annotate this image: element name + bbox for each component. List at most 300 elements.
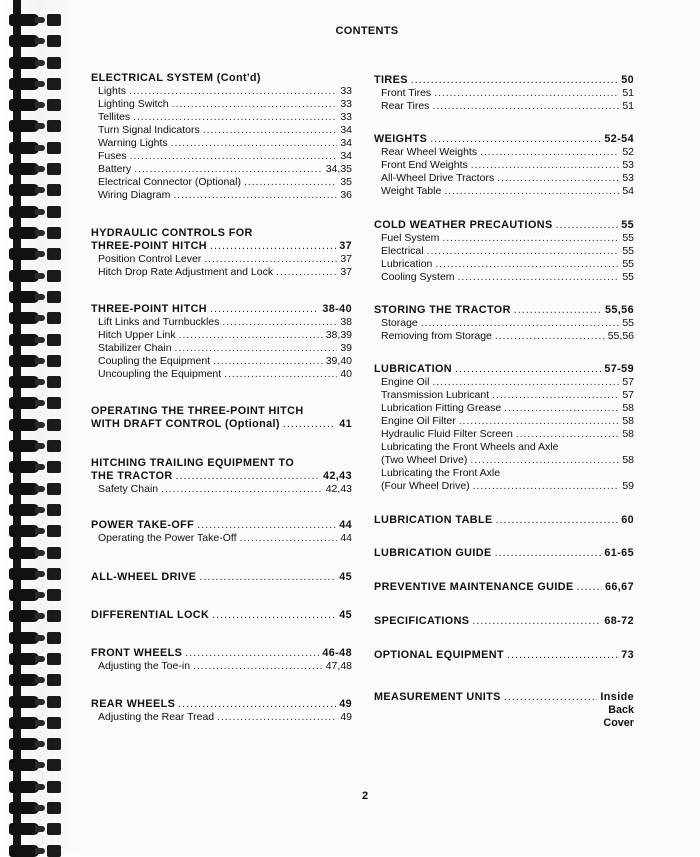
toc-entry-page: 42,43	[325, 483, 352, 495]
toc-heading-label: HITCHING TRAILING EQUIPMENT TO	[91, 457, 295, 469]
toc-entry-label: (Four Wheel Drive)	[381, 480, 470, 492]
binding-ring	[9, 823, 65, 835]
toc-entry-label: Removing from Storage	[381, 330, 492, 342]
toc-heading-label: HYDRAULIC CONTROLS FOR	[91, 227, 253, 239]
leader-dots	[244, 176, 337, 189]
toc-entry-label: Lift Links and Turnbuckles	[98, 316, 220, 328]
toc-entry-page: 34	[340, 137, 352, 149]
binding-ring	[9, 184, 65, 196]
toc-heading-page: 57-59	[604, 363, 634, 375]
binding-ring	[9, 355, 65, 367]
leader-dots	[470, 454, 619, 467]
toc-heading	[374, 74, 634, 87]
toc-entry	[374, 185, 634, 198]
leader-dots	[134, 163, 322, 176]
toc-entry	[91, 150, 352, 163]
toc-heading	[374, 514, 634, 527]
toc-entry	[91, 532, 352, 545]
toc-section	[374, 547, 634, 560]
toc-entry-label: Lubrication	[381, 258, 433, 270]
toc-entry-label: Warning Lights	[98, 137, 168, 149]
leader-dots	[434, 87, 619, 100]
leader-dots	[435, 258, 619, 271]
leader-dots	[217, 711, 337, 724]
toc-heading-label: SPECIFICATIONS	[374, 615, 470, 627]
toc-section	[374, 74, 634, 113]
toc-heading	[91, 571, 352, 584]
toc-heading-page: 61-65	[604, 547, 634, 559]
binding-ring	[9, 227, 65, 239]
toc-heading-label: THE TRACTOR	[91, 470, 173, 482]
toc-entry	[91, 711, 352, 724]
binding-ring	[9, 568, 65, 580]
toc-entry	[91, 111, 352, 124]
leader-dots	[480, 146, 619, 159]
toc-heading-label: LUBRICATION	[374, 363, 452, 375]
toc-entry	[91, 355, 352, 368]
page-title: CONTENTS	[335, 25, 399, 37]
toc-heading-page: 50	[621, 74, 634, 86]
binding-ring	[9, 120, 65, 132]
toc-section	[374, 649, 634, 662]
toc-entry	[91, 98, 352, 111]
toc-entry	[91, 253, 352, 266]
toc-heading-page: 46-48	[322, 647, 352, 659]
toc-entry	[374, 245, 634, 258]
toc-heading	[91, 609, 352, 622]
toc-heading-page: 38-40	[322, 303, 352, 315]
toc-heading-page: 42,43	[322, 470, 352, 482]
leader-dots	[171, 137, 338, 150]
leader-dots	[577, 581, 602, 594]
toc-entry-label: Rear Wheel Weights	[381, 146, 478, 158]
toc-heading-page: 52-54	[604, 133, 634, 145]
toc-heading-page-extra: Cover	[603, 717, 634, 729]
toc-entry-page: 37	[340, 253, 352, 265]
leader-dots	[472, 615, 601, 628]
leader-dots	[442, 232, 619, 245]
toc-heading-page: 37	[339, 240, 352, 252]
toc-heading	[91, 698, 352, 711]
toc-entry-label: Adjusting the Toe-in	[98, 660, 191, 672]
leader-dots	[496, 514, 619, 527]
toc-heading	[91, 405, 352, 418]
leader-dots	[495, 547, 602, 560]
toc-heading-label: TIRES	[374, 74, 408, 86]
leader-dots	[507, 649, 618, 662]
toc-entry	[374, 454, 634, 467]
toc-section	[91, 457, 352, 496]
toc-entry	[91, 124, 352, 137]
leader-dots	[504, 691, 598, 704]
binding-ring	[9, 674, 65, 686]
toc-entry-page: 39	[340, 342, 352, 354]
binding-ring	[9, 57, 65, 69]
leader-dots	[421, 317, 620, 330]
toc-entry-page: 57	[622, 376, 634, 388]
toc-entry-label: Coupling the Equipment	[98, 355, 211, 367]
toc-entry-label: Electrical Connector (Optional)	[98, 176, 241, 188]
binding-ring	[9, 845, 65, 857]
toc-entry-label: Lubrication Fitting Grease	[381, 402, 502, 414]
toc-heading-label: LUBRICATION TABLE	[374, 514, 493, 526]
leader-dots	[495, 330, 605, 343]
toc-heading-page: 73	[621, 649, 634, 661]
toc-entry	[374, 100, 634, 113]
toc-entry-page: 51	[622, 87, 634, 99]
binding-ring	[9, 504, 65, 516]
leader-dots	[455, 363, 601, 376]
toc-heading-page: 55,56	[604, 304, 634, 316]
leader-dots	[212, 609, 336, 622]
toc-entry-page: 55	[622, 258, 634, 270]
leader-dots	[411, 74, 618, 87]
toc-entry-page: 58	[622, 454, 634, 466]
toc-heading	[91, 418, 352, 431]
toc-entry-label: Rear Tires	[381, 100, 430, 112]
toc-entry-label: Operating the Power Take-Off	[98, 532, 237, 544]
leader-dots	[556, 219, 619, 232]
toc-heading-page: Inside	[600, 691, 634, 703]
toc-section	[91, 519, 352, 545]
binding-ring	[9, 163, 65, 175]
toc-section	[374, 304, 634, 343]
toc-entry-page: 53	[622, 172, 634, 184]
binding-ring	[9, 99, 65, 111]
toc-entry-label: Fuses	[98, 150, 127, 162]
toc-entry-page: 58	[622, 415, 634, 427]
toc-entry-label: Weight Table	[381, 185, 442, 197]
binding-ring	[9, 291, 65, 303]
toc-heading	[374, 304, 634, 317]
toc-section	[374, 219, 634, 284]
toc-section	[374, 691, 634, 730]
leader-dots	[458, 271, 620, 284]
toc-entry-label: Wiring Diagram	[98, 189, 171, 201]
toc-entry	[374, 232, 634, 245]
toc-entry	[91, 85, 352, 98]
toc-entry-label: Fuel System	[381, 232, 440, 244]
toc-heading-page: 55	[621, 219, 634, 231]
leader-dots	[176, 470, 320, 483]
toc-heading	[91, 72, 352, 85]
toc-entry	[91, 329, 352, 342]
binding-ring	[9, 610, 65, 622]
toc-heading	[91, 519, 352, 532]
toc-heading-page: 45	[339, 609, 352, 621]
binding-ring	[9, 547, 65, 559]
toc-entry-label: Turn Signal Indicators	[98, 124, 200, 136]
toc-section	[91, 303, 352, 381]
toc-entry-label: Lighting Switch	[98, 98, 169, 110]
toc-entry-label: Lubricating the Front Wheels and Axle	[381, 441, 559, 453]
toc-entry-label: Hitch Drop Rate Adjustment and Lock	[98, 266, 274, 278]
binding-ring	[9, 376, 65, 388]
toc-entry-page: 34,35	[325, 163, 352, 175]
toc-entry-page: 33	[340, 98, 352, 110]
toc-section	[91, 609, 352, 622]
toc-entry-label: Hydraulic Fluid Filter Screen	[381, 428, 513, 440]
leader-dots	[161, 483, 323, 496]
toc-entry	[374, 330, 634, 343]
toc-heading	[374, 615, 634, 628]
toc-entry-page: 52	[622, 146, 634, 158]
toc-entry-label: Cooling System	[381, 271, 455, 283]
leader-dots	[222, 316, 337, 329]
toc-heading	[374, 581, 634, 594]
toc-entry	[91, 342, 352, 355]
toc-heading-page: 49	[339, 698, 352, 710]
binding-ring	[9, 142, 65, 154]
binding-ring	[9, 397, 65, 409]
binding-ring	[9, 483, 65, 495]
toc-section	[91, 647, 352, 673]
leader-dots	[459, 415, 620, 428]
toc-entry-label: Storage	[381, 317, 418, 329]
toc-section	[91, 72, 352, 202]
toc-heading-label: MEASUREMENT UNITS	[374, 691, 501, 703]
toc-entry	[374, 415, 634, 428]
toc-entry	[91, 176, 352, 189]
leader-dots	[133, 111, 337, 124]
toc-entry-page: 55,56	[607, 330, 634, 342]
toc-heading-page-extra: Back	[608, 704, 634, 716]
toc-entry-label: Lights	[98, 85, 127, 97]
toc-entry	[91, 368, 352, 381]
toc-heading	[91, 240, 352, 253]
toc-entry	[374, 376, 634, 389]
toc-entry-label: Front End Weights	[381, 159, 468, 171]
toc-entry-page: 33	[340, 85, 352, 97]
toc-section	[91, 227, 352, 279]
toc-entry-label: Engine Oil	[381, 376, 430, 388]
toc-entry-label: Hitch Upper Link	[98, 329, 176, 341]
toc-entry-page: 37	[340, 266, 352, 278]
toc-entry-label: Tellites	[98, 111, 131, 123]
leader-dots	[172, 98, 338, 111]
toc-entry	[374, 428, 634, 441]
toc-heading	[91, 470, 352, 483]
toc-entry	[374, 402, 634, 415]
toc-entry-page: 38,39	[325, 329, 352, 341]
leader-dots	[130, 150, 338, 163]
toc-section	[91, 698, 352, 724]
leader-dots	[514, 304, 602, 317]
toc-entry-page: 40	[340, 368, 352, 380]
toc-heading-label: OPERATING THE THREE-POINT HITCH	[91, 405, 304, 417]
leader-dots	[199, 571, 336, 584]
toc-section	[374, 514, 634, 527]
binding-ring	[9, 696, 65, 708]
binding-ring	[9, 270, 65, 282]
binding-ring	[9, 738, 65, 750]
toc-entry-page: 57	[622, 389, 634, 401]
binding-ring	[9, 717, 65, 729]
toc-entry	[374, 258, 634, 271]
toc-heading	[374, 649, 634, 662]
binding-ring	[9, 589, 65, 601]
toc-entry-page: 55	[622, 245, 634, 257]
toc-heading	[91, 227, 352, 240]
toc-heading-page: 41	[339, 418, 352, 430]
binding-ring	[9, 78, 65, 90]
toc-entry-page: 34	[340, 124, 352, 136]
leader-dots	[175, 342, 338, 355]
leader-dots	[504, 402, 619, 415]
toc-heading	[374, 363, 634, 376]
toc-entry-page: 34	[340, 150, 352, 162]
toc-heading	[374, 547, 634, 560]
toc-entry-label: Front Tires	[381, 87, 432, 99]
toc-entry-label: Uncoupling the Equipment	[98, 368, 222, 380]
toc-entry-label: Lubricating the Front Axle	[381, 467, 501, 479]
toc-entry-page: 35	[340, 176, 352, 188]
toc-entry	[91, 137, 352, 150]
leader-dots	[430, 133, 601, 146]
toc-heading-label: THREE-POINT HITCH	[91, 303, 207, 315]
toc-section	[374, 581, 634, 594]
spiral-binding	[0, 0, 78, 854]
toc-entry-page: 54	[622, 185, 634, 197]
toc-entry-page: 44	[340, 532, 352, 544]
toc-heading-page: 68-72	[604, 615, 634, 627]
leader-dots	[193, 660, 323, 673]
toc-entry	[91, 660, 352, 673]
toc-section	[374, 363, 634, 493]
toc-entry-label: Transmission Lubricant	[381, 389, 490, 401]
toc-section	[374, 133, 634, 198]
toc-heading-label: POWER TAKE-OFF	[91, 519, 195, 531]
toc-heading-label: ELECTRICAL SYSTEM (Cont'd)	[91, 72, 261, 84]
leader-dots	[210, 240, 336, 253]
binding-ring	[9, 632, 65, 644]
binding-ring	[9, 312, 65, 324]
toc-heading-label: PREVENTIVE MAINTENANCE GUIDE	[374, 581, 574, 593]
toc-heading-label: OPTIONAL EQUIPMENT	[374, 649, 504, 661]
leader-dots	[276, 266, 337, 279]
leader-dots	[210, 303, 319, 316]
toc-entry-page: 38	[340, 316, 352, 328]
page-number: 2	[361, 790, 369, 802]
toc-heading	[374, 219, 634, 232]
toc-entry-label: (Two Wheel Drive)	[381, 454, 468, 466]
binding-ring	[9, 206, 65, 218]
leader-dots	[179, 329, 323, 342]
toc-heading	[91, 647, 352, 660]
toc-heading-label: COLD WEATHER PRECAUTIONS	[374, 219, 553, 231]
toc-entry-label: Adjusting the Rear Tread	[98, 711, 215, 723]
toc-heading	[91, 303, 352, 316]
leader-dots	[197, 519, 336, 532]
leader-dots	[427, 245, 620, 258]
leader-dots	[432, 100, 619, 113]
leader-dots	[473, 480, 620, 493]
toc-entry	[91, 316, 352, 329]
binding-ring	[9, 461, 65, 473]
toc-entry-page: 55	[622, 232, 634, 244]
toc-entry-page: 53	[622, 159, 634, 171]
toc-entry-label: Engine Oil Filter	[381, 415, 456, 427]
toc-heading-page: 60	[621, 514, 634, 526]
toc-entry	[91, 266, 352, 279]
toc-entry-label: Battery	[98, 163, 132, 175]
toc-entry-page: 58	[622, 402, 634, 414]
leader-dots	[492, 389, 619, 402]
leader-dots	[516, 428, 619, 441]
toc-entry	[91, 163, 352, 176]
toc-section	[374, 615, 634, 628]
toc-heading-label: ALL-WHEEL DRIVE	[91, 571, 197, 583]
toc-entry	[374, 317, 634, 330]
toc-entry-page: 49	[340, 711, 352, 723]
leader-dots	[283, 418, 336, 431]
leader-dots	[497, 172, 619, 185]
toc-heading	[374, 133, 634, 146]
toc-entry-label: All-Wheel Drive Tractors	[381, 172, 495, 184]
leader-dots	[178, 698, 336, 711]
leader-dots	[129, 85, 337, 98]
binding-ring	[9, 440, 65, 452]
leader-dots	[432, 376, 619, 389]
toc-entry	[374, 480, 634, 493]
toc-entry-page: 51	[622, 100, 634, 112]
binding-ring	[9, 759, 65, 771]
toc-heading-page: 66,67	[604, 581, 634, 593]
leader-dots	[173, 189, 337, 202]
toc-entry-label: Stabilizer Chain	[98, 342, 172, 354]
toc-entry	[91, 189, 352, 202]
toc-entry	[374, 87, 634, 100]
toc-entry	[374, 271, 634, 284]
binding-ring	[9, 419, 65, 431]
toc-entry	[374, 159, 634, 172]
toc-heading-label: STORING THE TRACTOR	[374, 304, 511, 316]
leader-dots	[471, 159, 620, 172]
leader-dots	[213, 355, 323, 368]
toc-entry	[374, 172, 634, 185]
binding-ring	[9, 802, 65, 814]
toc-entry	[374, 441, 634, 454]
toc-entry-page: 39,40	[325, 355, 352, 367]
leader-dots	[224, 368, 337, 381]
toc-entry-label: Position Control Lever	[98, 253, 202, 265]
toc-entry	[374, 467, 634, 480]
binding-ring	[9, 653, 65, 665]
toc-heading-label: WITH DRAFT CONTROL (Optional)	[91, 418, 280, 430]
toc-section	[91, 405, 352, 431]
toc-heading-label: REAR WHEELS	[91, 698, 176, 710]
toc-entry-page: 55	[622, 271, 634, 283]
toc-section	[91, 571, 352, 584]
toc-heading-label: LUBRICATION GUIDE	[374, 547, 492, 559]
leader-dots	[240, 532, 338, 545]
leader-dots	[203, 124, 338, 137]
toc-entry-page: 36	[340, 189, 352, 201]
binding-ring	[9, 248, 65, 260]
toc-heading-page: 44	[339, 519, 352, 531]
toc-heading	[91, 457, 352, 470]
toc-heading	[374, 691, 634, 704]
binding-ring	[9, 525, 65, 537]
toc-entry	[374, 146, 634, 159]
binding-ring	[9, 334, 65, 346]
toc-entry-page: 55	[622, 317, 634, 329]
leader-dots	[204, 253, 337, 266]
toc-entry-page: 59	[622, 480, 634, 492]
toc-entry-page: 33	[340, 111, 352, 123]
toc-entry	[374, 389, 634, 402]
toc-heading-page: 45	[339, 571, 352, 583]
